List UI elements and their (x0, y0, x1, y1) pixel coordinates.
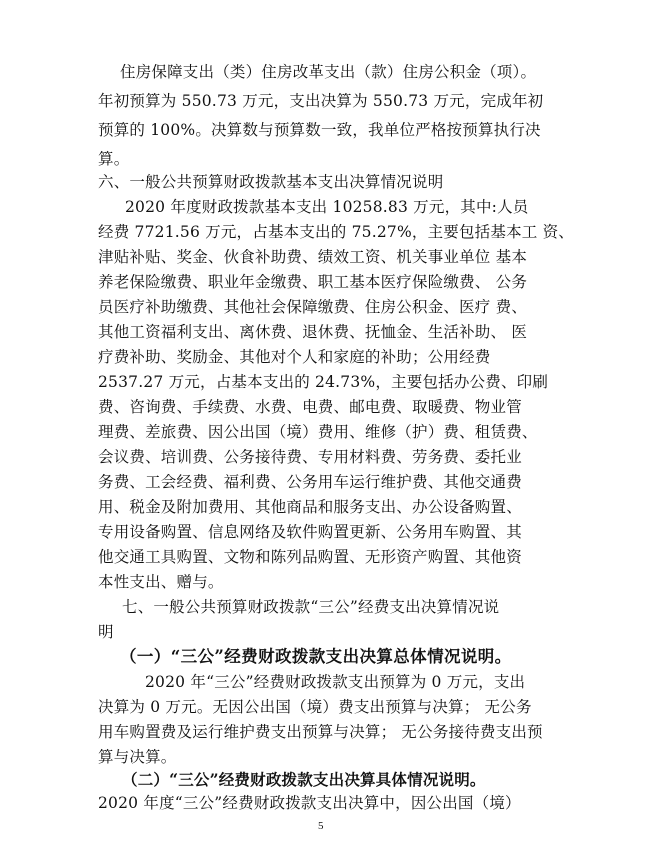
page-number: 5 (318, 820, 324, 832)
paragraph-line: 用、税金及附加费用、其他商品和服务支出、办公设备购置、 (98, 498, 522, 516)
paragraph-line: 专用设备购置、信息网络及软件购置更新、公务用车购置、其 (98, 523, 522, 541)
paragraph-line: 2020 年度财政拨款基本支出 10258.83 万元，其中:人员 (125, 198, 529, 216)
paragraph-line: 决算为 0 万元。无因公出国（境）费支出预算与决算； 无公务 (98, 698, 532, 716)
section-heading: 明 (98, 623, 114, 641)
paragraph-line: 2020 年“三公”经费财政拨款支出预算为 0 万元，支出 (145, 673, 526, 691)
paragraph-line: 2537.27 万元，占基本支出的 24.73%，主要包括办公费、印刷 (98, 373, 549, 391)
section-heading: 七、一般公共预算财政拨款“三公”经费支出决算情况说 (122, 598, 500, 616)
paragraph-line: 他交通工具购置、文物和陈列品购置、无形资产购置、其他资 (98, 548, 522, 566)
subsection-heading: （一）“三公”经费财政拨款支出决算总体情况说明。 (120, 647, 512, 666)
paragraph-line: 用车购置费及运行维护费支出预算与决算； 无公务接待费支出预 (98, 723, 543, 741)
paragraph-line: 员医疗补助缴费、其他社会保障缴费、住房公积金、医疗 费、 (98, 298, 528, 316)
section-heading: 六、一般公共预算财政拨款基本支出决算情况说明 (98, 173, 444, 191)
paragraph-line: 算与决算。 (98, 748, 177, 766)
paragraph-line: 疗费补助、奖励金、其他对个人和家庭的补助；公用经费 (98, 348, 491, 366)
paragraph-line: 理费、差旅费、因公出国（境）费用、维修（护）费、租赁费、 (98, 423, 538, 441)
paragraph-line: 经费 7721.56 万元，占基本支出的 75.27%，主要包括基本工 资、 (98, 223, 575, 241)
paragraph-line: 2020 年度“三公”经费财政拨款支出决算中，因公出国（境） (98, 794, 521, 812)
subsection-heading: （二）“三公”经费财政拨款支出决算具体情况说明。 (122, 770, 486, 789)
paragraph-line: 本性支出、赠与。 (98, 573, 224, 591)
paragraph-line: 算。 (98, 150, 130, 168)
paragraph-line: 津贴补贴、奖金、伙食补助费、绩效工资、机关事业单位 基本 (98, 248, 528, 266)
paragraph-line: 预算的 100%。决算数与预算数一致，我单位严格按预算执行决 (98, 121, 541, 139)
paragraph-line: 养老保险缴费、职业年金缴费、职工基本医疗保险缴费、 公务 (98, 273, 528, 291)
paragraph-line: 其他工资福利支出、离休费、退休费、抚恤金、生活补助、 医 (98, 323, 528, 341)
paragraph-line: 务费、工会经费、福利费、公务用车运行维护费、其他交通费 (98, 473, 522, 491)
paragraph-line: 年初预算为 550.73 万元，支出决算为 550.73 万元，完成年初 (98, 92, 544, 110)
paragraph-line: 住房保障支出（类）住房改革支出（款）住房公积金（项）。 (120, 63, 537, 81)
paragraph-line: 费、咨询费、手续费、水费、电费、邮电费、取暖费、物业管 (98, 398, 522, 416)
paragraph-line: 会议费、培训费、公务接待费、专用材料费、劳务费、委托业 (98, 448, 522, 466)
